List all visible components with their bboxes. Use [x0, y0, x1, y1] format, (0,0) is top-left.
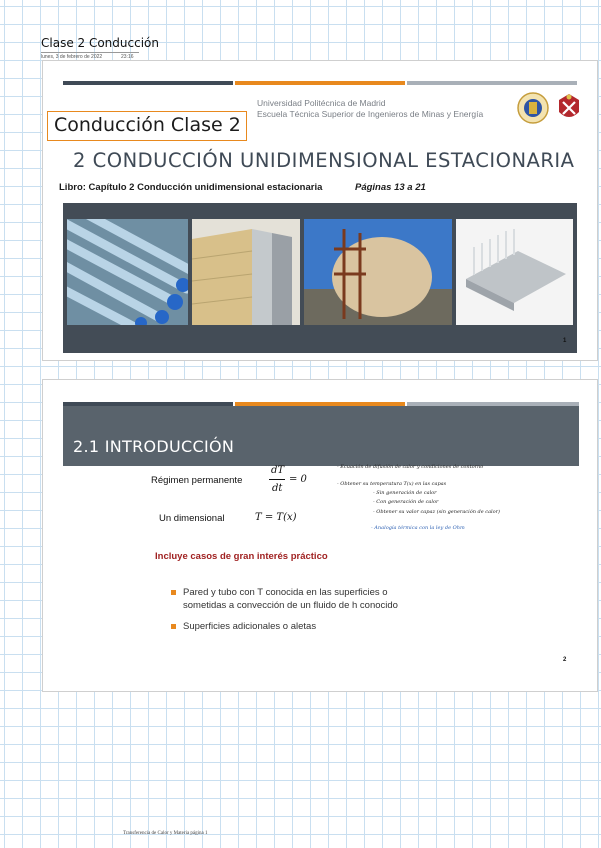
slide-1	[42, 60, 598, 361]
handnote-3: - Sin generación de calor	[373, 490, 437, 496]
book-reference: Libro: Capítulo 2 Conducción unidimensional estacionaria	[59, 182, 323, 193]
regimen-eq-rhs: = 0	[289, 474, 307, 485]
page-number: 1	[563, 338, 567, 344]
handnote-1: - Ecuación de difusión de calor y condiciones de contorno	[337, 464, 484, 470]
page-range: Páginas 13 a 21	[355, 182, 426, 193]
page-footer: Transferencia de Calor y Materia página 1	[123, 831, 208, 836]
deco-bar-dark	[63, 81, 233, 85]
university-name: Universidad Politécnica de Madrid	[257, 98, 386, 108]
handnote-5: - Obtener su valor capaz (sin generación de calor)	[373, 509, 500, 515]
section-heading: 2.1 INTRODUCCIÓN	[73, 437, 235, 456]
bullet-square-icon	[171, 590, 176, 595]
bullet-1-line-1: Pared y tubo con T conocida en las superficies o	[183, 587, 388, 598]
title-underline	[41, 52, 139, 53]
regimen-eq-denominator: dt	[272, 483, 283, 494]
slide-title-box: Conducción Clase 2	[47, 111, 247, 141]
deco-bar-light	[407, 81, 577, 85]
bullet-item-1	[183, 586, 398, 612]
image-band	[63, 203, 577, 353]
university-text	[257, 98, 483, 120]
unidim-eq: T = T(x)	[255, 512, 297, 523]
note-title: Clase 2 Conducción	[41, 36, 159, 50]
insulated-pipes-photo	[67, 219, 188, 325]
heat-sink-photo	[456, 219, 573, 325]
page-number: 2	[563, 657, 567, 663]
fraction-bar	[269, 479, 285, 480]
bullet-square-icon	[171, 624, 176, 629]
interest-statement: Incluye casos de gran interés práctico	[155, 551, 328, 562]
note-date: lunes, 3 de febrero de 2022	[41, 54, 103, 60]
handnote-6: - Analogía térmica con la ley de Ohm	[371, 525, 465, 531]
school-name: Escuela Técnica Superior de Ingenieros de Minas y Energía	[257, 109, 484, 119]
bullet-item-2	[183, 620, 316, 633]
deco-bar-orange	[235, 81, 405, 85]
unidim-label: Un dimensional	[159, 513, 225, 524]
upm-seal-icon	[517, 92, 549, 124]
mining-school-logo-icon	[555, 92, 583, 124]
slide-main-heading: 2 CONDUCCIÓN UNIDIMENSIONAL ESTACIONARIA	[73, 149, 575, 172]
handnote-2: - Obtener su temperatura T(x) en las capas	[337, 481, 447, 487]
bullet-1-line-2: sometidas a convección de un fluido de h conocido	[183, 600, 398, 611]
spherical-tank-photo	[304, 219, 452, 325]
bullet-2-text: Superficies adicionales o aletas	[183, 621, 317, 632]
heading-band	[63, 406, 579, 466]
regimen-eq-numerator: dT	[271, 465, 285, 476]
insulated-wall-photo	[192, 219, 300, 325]
regimen-label: Régimen permanente	[151, 475, 243, 486]
note-time: 23:16	[121, 54, 134, 60]
handnote-4: - Con generación de calor	[373, 499, 439, 505]
slide-2	[42, 379, 598, 692]
